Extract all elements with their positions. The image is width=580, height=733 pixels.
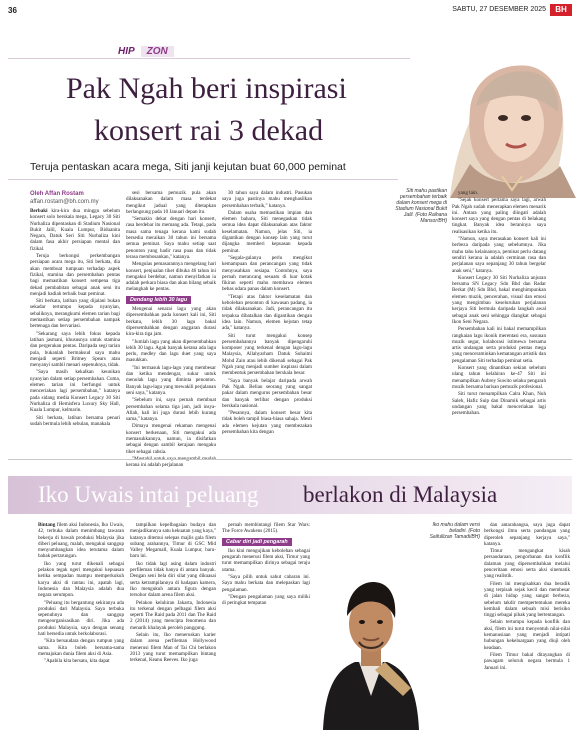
- paragraph: "Apabila kita bersatu, kita dapat: [44, 658, 110, 665]
- paragraph: [38, 522, 124, 560]
- paragraph: dan antarabangsa, saya juga dapat berkongsi ilmu serta pandangan yang diperoleh sepanjang kerjaya saya," katanya.: [484, 522, 570, 547]
- paragraph: "Saya banyak belajar daripada arwah Pak Ngah. Beliau seorang yang sangat pakar dalam mengurus persembahan besar dan banyak terlibat dengan produksi berskala nasional.: [222, 377, 312, 409]
- paragraph-text: kira-kira dua minggu sebelum konsert solo berskala mega, Legacy 30 Siti Nurhaliza dipentaskan di Stadium Nasional Bukit Jalil, Kuala Lumpur, Biduanita Negara, Datuk Seri Siti Nurhaliza kini dalam fasa akhir persiapan mental dan fizikal.: [30, 208, 120, 252]
- paragraph: "Sebelum ini, saya pernah membuat persembahan selama tiga jam, jadi insya-Allah, kali ini juga durasi lebih kurang sama," katanya.: [126, 397, 216, 423]
- paragraph: Pelakon kelahiran Jakarta, Indonesia itu terkenal dengan pelbagai filem aksi seperti The Raid pada 2011 dan The Raid 2 (2014) yang mencipta fenomena dan menarik khalayak peroleh panggung.: [130, 599, 216, 631]
- section-hip: HIP: [118, 46, 135, 57]
- paragraph: Mengenai senarai lagu yang akan dipersembahkan pada konsert kali ini, Siti berkata, lebih 30 lagu bakal dipersembahkan dengan anggaran durasi kira-kira tiga jam.: [126, 306, 216, 338]
- story1-photo-caption: Siti mahu pastikan persembahan terbaik dalam konsert mega di Stadium Nasional Bukit Jalil. (Foto Raihana Mansor/BH): [395, 188, 447, 224]
- story1-subheadline: Teruja pentaskan acara mega, Siti janji kejutan buat 60,000 peminat: [30, 161, 346, 173]
- paragraph: Siti berkata, latihan bersama penari sudah bermula lebih sebulan, manakala: [30, 414, 120, 427]
- story1-column-2: [126, 190, 216, 469]
- paragraph: yang lain.: [458, 190, 479, 196]
- paragraph: Konsert yang dinantikan sekian sebelum ulang tahun kelahiran ke-47 Siti ini menampilkan Aubrey Suwito selaku pengarah muzik bersama barisan pemuzik profesional.: [452, 365, 546, 390]
- paragraph: tampilkan kepelbagaian budaya dan menjadikannya satu kekuatan yang kaya," katanya ditemui selepas majlis gala filem subang arahannya, Timur di GSC Mid Valley Megamall, Kuala Lumpur, baru-baru ini.: [130, 522, 216, 560]
- paragraph: "Semakin dekat dengan hari konsert, rasa berdebar itu memang ada. Tetapi, pada masa sama tenaga kerana kami sudah bersedia meraikan 30 tahun ini bersama semua peminat. Saya mahu setiap saat penonton yang hadir rasa puas dan tidak terasa membosankan," katanya.: [126, 216, 216, 260]
- paragraph: "Kita bersaudara dengan rumpun yang sama. Kita boleh bersama-sama memajukan dunia filem aksi di Asia.: [38, 638, 124, 657]
- story1-headline-line2: konsert rai 3 dekad: [94, 114, 324, 147]
- subheadline-divider: [8, 179, 398, 180]
- story2-photo-caption: Iko mahu dalam versi beladiri. (Foto Saifullizan Tamadi/BH): [429, 522, 480, 540]
- paragraph: Selain itu, Iko meneruskan karier dalam arena perfileman Hollywood menerusi filem Man of Tai Chi berlakon 2013 yang turut memampilkan bintang terkenal, Keanu Reeves. Iko juga: [130, 632, 216, 664]
- paragraph: Siti berkata, latihan yang dijalani bukan sekadar tertumpu kepada nyanyian, sebaliknya, merangkumi elemen tarian bagi memastikan setiap persembahan nampak bertenaga dan bervariasi.: [30, 298, 120, 330]
- story2-headline-part1: Iko Uwais intai peluang: [38, 482, 259, 507]
- paragraph: "Saya masih kekalkan keunikan nyanyian dalam setiap persembahan. Cuma, elemen tarian ini berfungsi untuk menceriakan lagi persembahan," katanya pada sidang media Konsert Legacy 30 Siti Nurhaliza di Hemisfera Luxury Sky Hall, Kuala Lumpur, kelmarin.: [30, 369, 120, 414]
- byline-name: Oleh Affan Rostam: [30, 191, 84, 197]
- paragraph-text: filem aksi Indonesia, Iko Uwais, 42, terbuka dalam menimbang tawaran bekerja di bawah produksi Malaysia jika diberi peluang, malah, mengakui sanggup menyumbangkan idea terutama dalam babak pertarungan.: [38, 522, 124, 560]
- paragraph: "Peluang itu bergantung sekiranya ada produksi dari Malaysia. Saya terbuka sepenuhnya dan sanggup mengeorganisasikan diri. Jika ada produksi Malaysia, saya dengan senang hati bersedia untuk berkolaborasi.: [38, 599, 124, 638]
- story2-column-3: [222, 522, 310, 730]
- paragraph: Filem ini mengisahkan dua beradik yang terpisah sejak kecil dan membesar di jalan hidup yang sangat berbeza, sebelum takdir mempertemukan mereka kembali dalam sebuah misi berisiko tinggi sebagai pihak yang bertentangan.: [484, 580, 570, 619]
- paragraph: [30, 208, 120, 252]
- story2-headline-part2: berlakon di Malaysia: [303, 482, 498, 507]
- paragraph: "Tetapi atas faktor keselamatan dan kebolehan penonton di kawasan padang, ia tidak dilaksanakan. Jadi, perancangan itu terpaksa dibatalkan dan digantikan dengan idea lain. Namun, elemen kejutan tetap ada," katanya.: [222, 293, 312, 332]
- section-zon: ZON: [141, 46, 174, 57]
- paragraph: Iko kini mengujikan kebolehan sebagai pengarah menerusi filem aksi, Timur yang turut memampilkan dirinya sebagai teraju utama.: [222, 547, 310, 573]
- story1-column-4: [452, 190, 546, 456]
- byline-email: affan.rostam@bh.com.my: [30, 199, 99, 205]
- story1-column-1: [30, 208, 120, 456]
- lead-word: Bintang: [38, 522, 56, 528]
- story2-column-2: [130, 522, 216, 730]
- paragraph: Filem Timur bakal ditayangkan di pawagam seluruh negara bermula 1 Januari ini.: [484, 651, 570, 671]
- paragraph: "Sejak konsert pertama saya lagi, arwah Pak Ngah sudah menerapkan elemen menarik ini. Antara yang paling diingati adalah konsert saya yang dengan pentas di belakang tingkat. Banyak idea beraninya saya realisasikan ketika itu.: [452, 197, 546, 235]
- siti-portrait-photo: [410, 40, 576, 198]
- paragraph: Iko yang turut dikenali sebagai pelakon tegak ngeri mengakui kepuasan ketika sempadan mampu memperkukuh karya aksi di rantau ini, apatah lagi, Indonesia dan Malaysia adalah dua negara serumpun.: [38, 560, 124, 599]
- paragraph: "Sekarang saya lebih fokus kepada latihan jasmani, khususnya untuk stamina dan pergerakan pentas. Daripada segi tarian pula, bukanlah bermaksud saya mahu menjadi seperti Britney Spears atau menyanyi sambil menari sepenuhnya, tidak.: [30, 330, 120, 369]
- paragraph: "Segala-galanya perlu mengikut kemampuan dan perancangan yang tidak menyusahkan sesiapa. Contohnya, saya pernah merancang sesuatu di luar kotak fikiran seperti mahu membawa elemen bebas udara panas dalam konsert.: [222, 254, 312, 293]
- paragraph: Mengulas pemasarannya mengelang hari konsert, penjualan tiket dibuka 46 tahun ini mengakui berdebar, namun menyifatkan ia adalah perkara biasa dan akan hilang sebaik melangkah ke pentas.: [126, 261, 216, 293]
- page-header: [0, 0, 580, 32]
- section-tag: [118, 46, 174, 57]
- paragraph: "Jumlah lagu yang akan dipersembahkan lebih 30 lagu. Agak banyak kerana ada lagu perlu, medley dan lagu duet yang saya masukkan.: [126, 338, 216, 364]
- paragraph: Timur mengangkat kisah persaudaraan, pengorbanan dan konflik dalaman yang dipersembahkan melalui penceritaan emosi serta aksi sinematik yang realistik.: [484, 548, 570, 580]
- iko-uwais-portrait-photo: [315, 520, 425, 730]
- byline: [30, 190, 99, 206]
- lead-word: Berbaki: [30, 208, 48, 214]
- story1-column-3: [222, 190, 312, 456]
- paragraph: Siti turut menampilkan Calra Khan, Nuh Saleh, Hafiz Suip dan Dinamik sebagai artis undangan yang bakal menceriakan lagi persembahan.: [452, 391, 546, 417]
- paragraph: "Dengan pengalaman yang saya miliki di peringkat tempatan: [222, 593, 310, 607]
- paragraph: "Ini termasuk lagu-lagu yang membesar dan ketika mendengar, sukar untuk menolak lagu yang diminta penonton. Banyak lagu-lagu yang mewakili perjalanan seni saya," katanya.: [126, 364, 216, 396]
- story1-headline-line1: Pak Ngah beri inspirasi: [66, 72, 347, 105]
- paragraph: "Saya pilih untuk sahut cabaran ini. Saya mahu berkata dan melepaskan lagi pengalaman.: [222, 574, 310, 593]
- story-divider: [8, 459, 572, 460]
- section-subheading: Cabar diri jadi pengarah: [222, 538, 292, 546]
- paragraph: Dimaya mengenai rekaman mengenai konsert berkenaan, Siti mengakui ada memasukkannya, namun, ia disifatkan sebagai dengan sambil kerajaan mengaku tiket sebagai rahsia.: [126, 423, 216, 455]
- paragraph: Dalam usaha memastikan impian dan elemen baharu, Siti menegaskan tidak semua idea dapat dilaksanakan atas faktor keselamatan. Namun, jelas Siti, ia digantikan dengan konsep lain yang turut dijangka memberi kepuasan kepada peminat.: [222, 209, 312, 254]
- paragraph: "Pesannya, dalam konsert besar kita tidak boleh tampil biasa-biasa sahaja. Mesti ada elemen kejutan yang membezakan persembahan kita dengan: [222, 410, 312, 435]
- paragraph: Iko tidak lagi asing dalam industri perfileman tidak hanya di antara banyak. Dengan seni bela diri silat yang dikuasai serta ketrampilannya di hadapan kamera, Iko mengukuh antara figura dengan tersohor dalam arena filem aksi.: [130, 560, 216, 599]
- paragraph: Persembahan kali ini bakal memampilkan rangkaian lagu ikonik merentasi era, susunan muzik segar, kolaborasi istimewa bersama artis undangan serta produksi pentas mega yang menceraminkan kematangan artistik dan pengalaman Siti terhadap peminat setia.: [452, 326, 546, 364]
- paragraph: Selain tertumpu kepada konflik dan aksi, filem ini turut menyentuh nilai-nilai kemanusiaan yang menjadi intipati hubungan kekeluargaan yang diuji oleh keadaan.: [484, 619, 570, 651]
- section-subheading: Dendang lebih 30 lagu: [126, 296, 191, 304]
- bh-logo: BH: [550, 4, 572, 16]
- story2-column-1: [38, 522, 124, 730]
- paragraph: Teruja berkongsi perkembangan persiapan acara mega itu, Siti berkata, dia akan membuat tumpuan terhadap aspek fizikal, stamina dan persembahan pentas bagi memastikan konsert sempena tiga dekad pembabitan sebagai anak seni itu menjadi hadiah terbaik buat peminat.: [30, 253, 120, 297]
- paragraph: kerana ini adalah perjalanan: [126, 462, 184, 469]
- paragraph: pernah membintangi filem Star Wars: The Force Awakens (2015).: [222, 522, 310, 535]
- story2-column-4: [484, 522, 570, 730]
- page-number: 36: [8, 6, 17, 15]
- paragraph: sesi bersama pemuzik pula akan dilaksanakan dalam masa terdekat mengikut jadual yang ditetapkan berlangsung pada 10 Januari depan itu.: [126, 190, 216, 215]
- paragraph: 30 tahun saya dalam industri. Pasukan saya juga pastinya mahu menghasilkan persembahan terbaik," katanya.: [222, 190, 312, 209]
- paragraph: Siti turut mengakui konsep persembahannya banyak dipengaruhi komposer yang terkenal dengan lagu-lagu Malaysia, Allahyarham Datuk Suhaimi Mohd Zain atau lebih dikenali sebagai Pak Ngah yang menjadi sumber inspirasi dalam membentuk persembahan berskala besar.: [222, 332, 312, 377]
- paragraph: Konsert Legacy 30 Siti Nurhaliza anjuran bersama SN Legacy Sdn Bhd dan Radar Berkat (M) Sdn Bhd, bakal menghimpunkan elemen muzik, pencerahan, visual dan emosi yang mengimbau keseluruhan perjalanan kerjaya Siti bermula daripada langkah awal sebagai anak seni sehingga diangkat sebagai Ikon Seni Negara.: [452, 274, 546, 325]
- issue-date: SABTU, 27 DESEMBER 2025: [452, 6, 546, 13]
- paragraph: "Namun, saya merasakan konsert kali ini berbeza daripada yang sebelumnya. Jika mahu tahu kelainannya, peminat perlu datang sendiri kerana ia adalah cerminan rasa dan perjalanan saya sepanjang 30 tahun bergelar anak seni," katanya.: [452, 236, 546, 274]
